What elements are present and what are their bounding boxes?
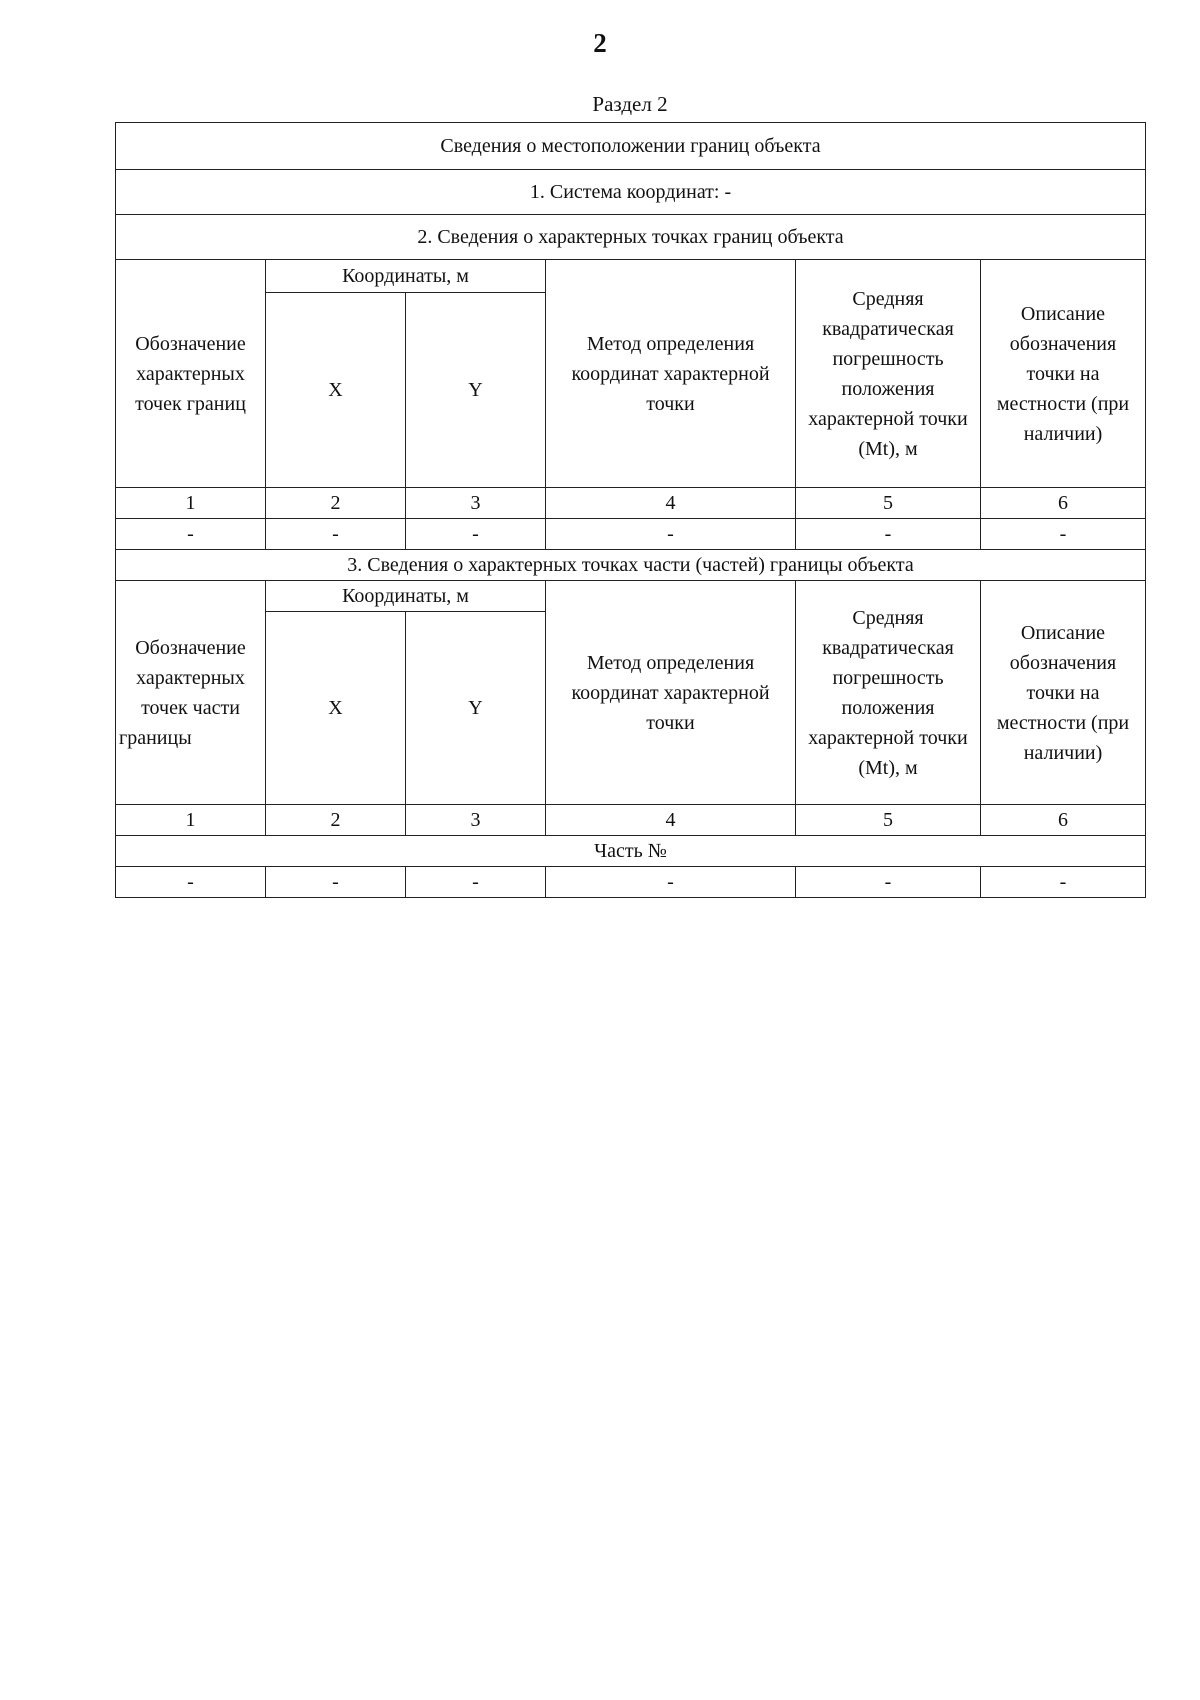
header-coords-s3: Координаты, м bbox=[266, 581, 546, 612]
column-number: 6 bbox=[981, 488, 1146, 519]
boundary-table bbox=[115, 122, 1146, 898]
section2-column-numbers bbox=[116, 488, 1146, 519]
table-cell: - bbox=[546, 867, 796, 898]
header-x-s2: X bbox=[266, 293, 406, 488]
section3-column-numbers bbox=[116, 805, 1146, 836]
column-number: 5 bbox=[796, 488, 981, 519]
column-number: 4 bbox=[546, 805, 796, 836]
header-col1-s2: Обозначение характерных точек границ bbox=[116, 260, 266, 488]
page-number: 2 bbox=[593, 28, 607, 58]
part-label: Часть № bbox=[116, 836, 1146, 867]
section3-title: 3. Сведения о характерных точках части (частей) границы объекта bbox=[116, 550, 1146, 581]
table-cell: - bbox=[266, 519, 406, 550]
section3-title-row bbox=[116, 550, 1146, 581]
header-accuracy-s3: Средняя квадратическая погрешность положения характерной точки (Mt), м bbox=[796, 581, 981, 805]
column-number: 2 bbox=[266, 488, 406, 519]
section3-header-top bbox=[116, 581, 1146, 612]
table-cell: - bbox=[981, 519, 1146, 550]
table-title-row bbox=[116, 123, 1146, 170]
section2-title-row bbox=[116, 215, 1146, 260]
section2-header-top bbox=[116, 260, 1146, 293]
header-x-s3: X bbox=[266, 612, 406, 805]
part-label-row bbox=[116, 836, 1146, 867]
header-y-s2: Y bbox=[406, 293, 546, 488]
table-cell: - bbox=[981, 867, 1146, 898]
column-number: 1 bbox=[116, 805, 266, 836]
section3-data-row bbox=[116, 867, 1146, 898]
coord-system: 1. Система координат: - bbox=[116, 170, 1146, 215]
header-description-s2: Описание обозначения точки на местности (при наличии) bbox=[981, 260, 1146, 488]
coord-system-row bbox=[116, 170, 1146, 215]
header-method-s3: Метод определения координат характерной точки bbox=[546, 581, 796, 805]
column-number: 1 bbox=[116, 488, 266, 519]
column-number: 2 bbox=[266, 805, 406, 836]
header-coords-s2: Координаты, м bbox=[266, 260, 546, 293]
header-method-s2: Метод определения координат характерной точки bbox=[546, 260, 796, 488]
header-description-s3: Описание обозначения точки на местности (при наличии) bbox=[981, 581, 1146, 805]
header-col1-s3: Обозначение характерных точек части границы bbox=[116, 581, 266, 805]
column-number: 6 bbox=[981, 805, 1146, 836]
column-number: 3 bbox=[406, 488, 546, 519]
column-number: 3 bbox=[406, 805, 546, 836]
table-title: Сведения о местоположении границ объекта bbox=[116, 123, 1146, 170]
table-cell: - bbox=[546, 519, 796, 550]
section2-title: 2. Сведения о характерных точках границ объекта bbox=[116, 215, 1146, 260]
section2-data-row bbox=[116, 519, 1146, 550]
column-number: 4 bbox=[546, 488, 796, 519]
table-cell: - bbox=[116, 867, 266, 898]
table-cell: - bbox=[406, 867, 546, 898]
table-cell: - bbox=[266, 867, 406, 898]
table-cell: - bbox=[406, 519, 546, 550]
header-y-s3: Y bbox=[406, 612, 546, 805]
column-number: 5 bbox=[796, 805, 981, 836]
table-cell: - bbox=[796, 867, 981, 898]
section-title: Раздел 2 bbox=[592, 92, 668, 116]
header-accuracy-s2: Средняя квадратическая погрешность положения характерной точки (Mt), м bbox=[796, 260, 981, 488]
table-cell: - bbox=[796, 519, 981, 550]
table-cell: - bbox=[116, 519, 266, 550]
